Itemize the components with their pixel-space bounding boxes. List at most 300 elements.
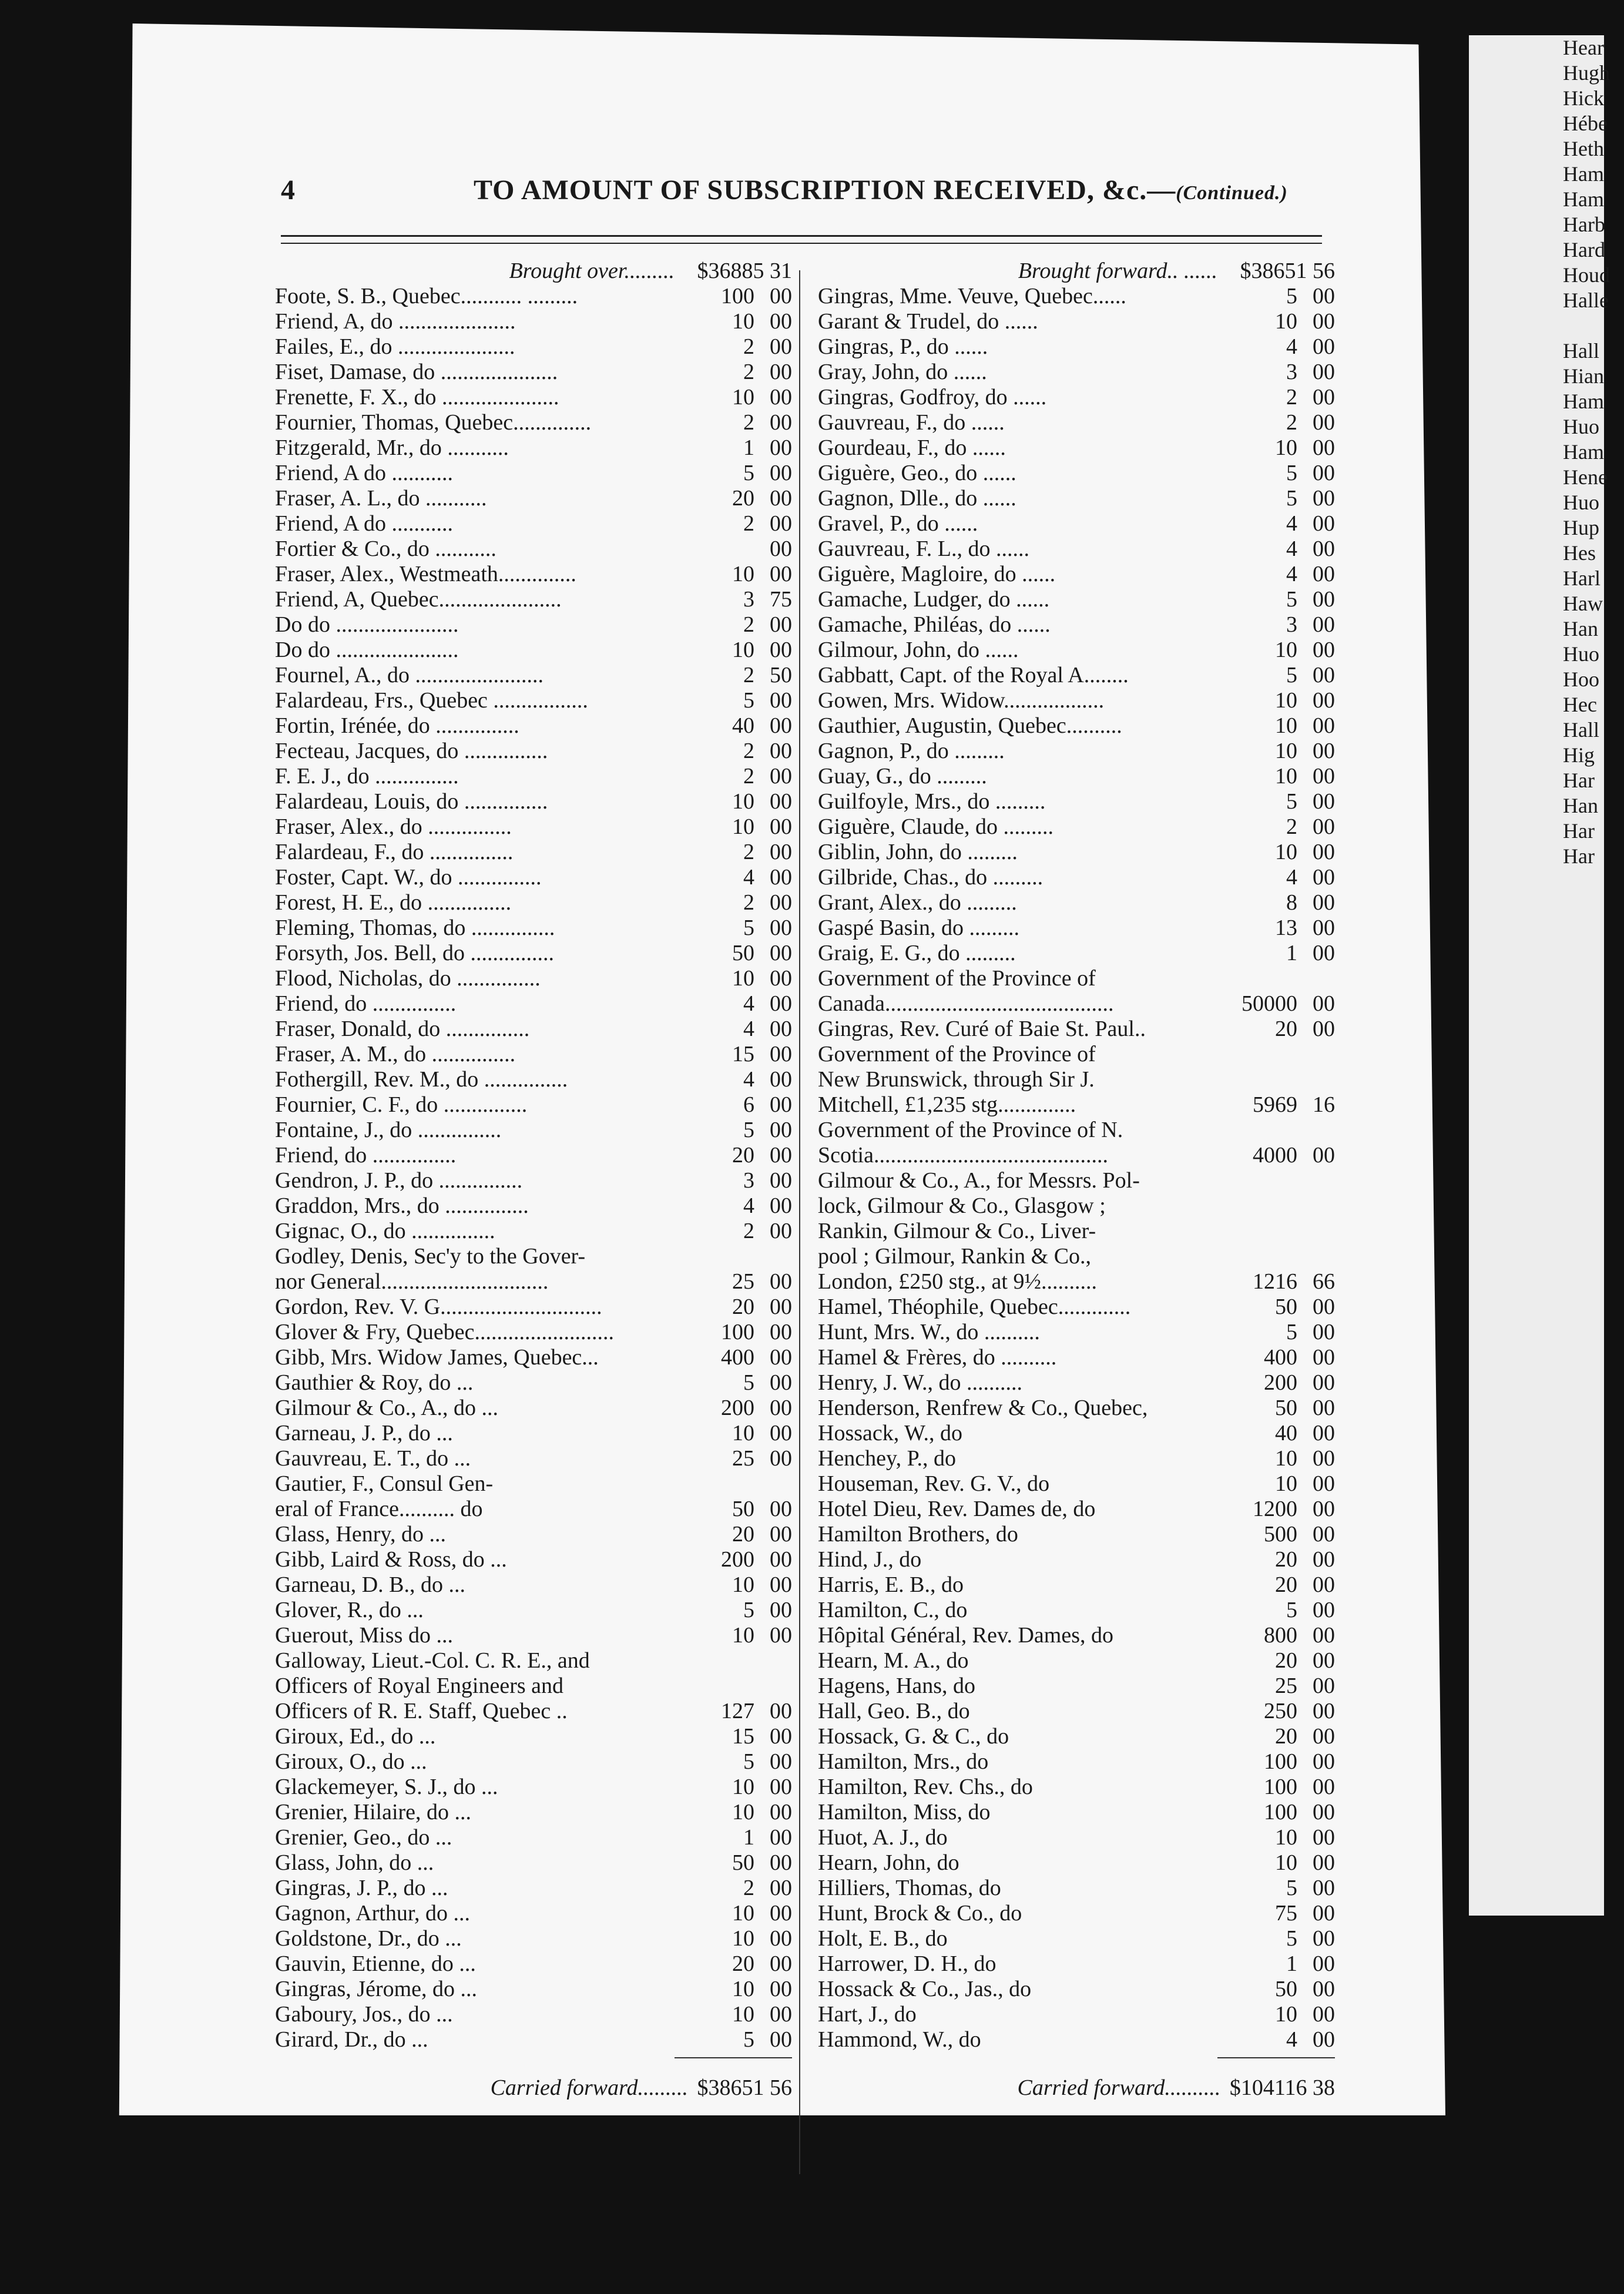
amount-dollars: 20 xyxy=(1275,1724,1297,1749)
adjacent-page-name: Ham xyxy=(1563,440,1604,464)
subscription-row xyxy=(275,1421,792,1446)
subscriber-name: Do do ...................... xyxy=(275,612,459,637)
amount-cents: 00 xyxy=(1313,713,1335,738)
subscriber-name: Hagens, Hans, do xyxy=(818,1673,976,1698)
amount-dollars: 3 xyxy=(743,587,754,612)
subscriber-name: Giguère, Magloire, do ...... xyxy=(818,562,1056,586)
subscription-list xyxy=(275,284,792,2052)
amount-cents: 00 xyxy=(1313,1825,1335,1850)
adjacent-page-name: Hian xyxy=(1563,364,1604,388)
subscriber-name: Harrower, D. H., do xyxy=(818,1951,996,1976)
amount-dollars: 100 xyxy=(1264,1775,1297,1799)
subscription-row xyxy=(275,612,792,638)
adjacent-page-name: Han xyxy=(1563,617,1598,640)
amount-cents: 00 xyxy=(770,1623,792,1648)
amount-cents: 00 xyxy=(1313,1320,1335,1344)
amount-dollars: 10 xyxy=(732,814,754,839)
subscription-row xyxy=(275,1471,792,1497)
adjacent-page-name: Hear xyxy=(1563,36,1604,59)
subscriber-name: pool ; Gilmour, Rankin & Co., xyxy=(818,1244,1092,1269)
subscription-row xyxy=(818,1294,1335,1320)
subscriber-name: Fraser, A. M., do ............... xyxy=(275,1042,516,1066)
subscriber-name: Gray, John, do ...... xyxy=(818,360,987,384)
amount-cents: 00 xyxy=(1313,663,1335,687)
amount-dollars: 2 xyxy=(743,410,754,435)
amount-cents xyxy=(1297,966,1335,991)
amount-cents: 00 xyxy=(1313,309,1335,334)
subscription-row xyxy=(818,1118,1335,1143)
subscriber-name: Gaboury, Jos., do ... xyxy=(275,2002,453,2027)
subscription-row xyxy=(818,865,1335,890)
amount-cents xyxy=(754,1244,792,1269)
subscriber-name: London, £250 stg., at 9½.......... xyxy=(818,1269,1097,1294)
amount-cents: 00 xyxy=(1313,1850,1335,1875)
amount-dollars: 4 xyxy=(743,1193,754,1218)
amount-dollars: 25 xyxy=(1275,1673,1297,1698)
amount-dollars: 5 xyxy=(743,2027,754,2052)
subscriber-name: Officers of Royal Engineers and xyxy=(275,1673,564,1698)
amount-cents: 00 xyxy=(770,814,792,839)
subscription-row xyxy=(275,1673,792,1699)
subscription-row xyxy=(275,1244,792,1269)
subscriber-name: Gilmour & Co., A., do ... xyxy=(275,1396,499,1420)
subscription-row xyxy=(275,966,792,991)
amount-cents: 00 xyxy=(770,1749,792,1774)
amount-cents: 00 xyxy=(770,1522,792,1547)
subscription-row xyxy=(275,663,792,688)
amount-dollars: 5 xyxy=(743,915,754,940)
amount-dollars: 5 xyxy=(743,688,754,713)
subscriber-name: Huot, A. J., do xyxy=(818,1825,948,1850)
amount-cents: 00 xyxy=(770,1193,792,1218)
amount-cents: 00 xyxy=(1313,1396,1335,1420)
adjacent-page-name: Hene xyxy=(1563,465,1608,489)
subscription-row xyxy=(818,1244,1335,1269)
subscriber-name: Gagnon, Arthur, do ... xyxy=(275,1901,470,1926)
amount-cents: 00 xyxy=(770,1269,792,1294)
subscription-row xyxy=(818,1800,1335,1825)
amount-cents: 00 xyxy=(1313,1345,1335,1370)
amount-cents: 00 xyxy=(770,2002,792,2027)
subscription-row xyxy=(818,1370,1335,1396)
adjacent-page-name: Ham xyxy=(1563,162,1604,186)
subscriber-name: Fiset, Damase, do ..................... xyxy=(275,360,558,384)
amount-cents: 00 xyxy=(770,1421,792,1446)
amount-dollars: 2 xyxy=(743,612,754,637)
subscriber-name: Gauvreau, F. L., do ...... xyxy=(818,536,1029,561)
subscriber-name: Gibb, Mrs. Widow James, Quebec... xyxy=(275,1345,599,1370)
subscriber-name: Hamilton Brothers, do xyxy=(818,1522,1018,1547)
amount-dollars: 5 xyxy=(743,1118,754,1142)
subscriber-name: Fournier, C. F., do ............... xyxy=(275,1092,528,1117)
subscription-row xyxy=(818,1017,1335,1042)
amount-dollars: 200 xyxy=(721,1547,754,1572)
subscription-row xyxy=(818,1775,1335,1800)
subscriber-name: Hunt, Brock & Co., do xyxy=(818,1901,1022,1926)
adjacent-page-name: Hoo xyxy=(1563,668,1599,691)
subscription-row xyxy=(275,562,792,587)
adjacent-page-name: Han xyxy=(1563,794,1598,817)
subscriber-name: Hunt, Mrs. W., do .......... xyxy=(818,1320,1040,1344)
subscriber-name: Gordon, Rev. V. G............................. xyxy=(275,1294,602,1319)
amount-cents xyxy=(754,1471,792,1497)
amount-cents: 00 xyxy=(1313,890,1335,915)
amount-cents xyxy=(1297,1118,1335,1143)
amount-cents: 00 xyxy=(1313,410,1335,435)
amount-cents: 00 xyxy=(770,1572,792,1597)
adjacent-page-name: Huo xyxy=(1563,415,1599,438)
amount-dollars: 1 xyxy=(1286,1951,1297,1976)
amount-dollars xyxy=(678,1471,754,1497)
amount-dollars: 50000 xyxy=(1242,991,1297,1016)
subscriber-name: Fecteau, Jacques, do ............... xyxy=(275,739,548,763)
subscriber-name: Glackemeyer, S. J., do ... xyxy=(275,1775,498,1799)
amount-cents: 00 xyxy=(770,1143,792,1168)
amount-dollars: 25 xyxy=(732,1269,754,1294)
subscription-row xyxy=(275,284,792,309)
amount-cents xyxy=(1297,1168,1335,1193)
subscriber-name: Guay, G., do ......... xyxy=(818,764,987,789)
subscription-row xyxy=(818,739,1335,764)
amount-dollars: 2 xyxy=(1286,385,1297,410)
subscription-row xyxy=(818,915,1335,941)
subscriber-name: Hamilton, Miss, do xyxy=(818,1800,991,1825)
amount-dollars xyxy=(678,1673,754,1699)
amount-cents: 00 xyxy=(1313,1977,1335,2001)
amount-cents: 50 xyxy=(770,663,792,687)
amount-cents: 00 xyxy=(1313,814,1335,839)
subscriber-name: Guilfoyle, Mrs., do ......... xyxy=(818,789,1046,814)
subscriber-name: Giblin, John, do ......... xyxy=(818,840,1018,864)
subscription-row xyxy=(275,1623,792,1648)
amount-dollars: 10 xyxy=(1275,1825,1297,1850)
subscriber-name: Gingras, Rev. Curé of Baie St. Paul.. xyxy=(818,1017,1146,1041)
subscription-row xyxy=(818,991,1335,1017)
amount-cents: 00 xyxy=(1313,1699,1335,1723)
subscriber-name: Hamilton, Rev. Chs., do xyxy=(818,1775,1033,1799)
amount-dollars: 100 xyxy=(721,1320,754,1344)
subscriber-name: Godley, Denis, Sec'y to the Gover- xyxy=(275,1244,586,1269)
subscriber-name: Fitzgerald, Mr., do ........... xyxy=(275,435,509,460)
amount-dollars: 2 xyxy=(743,334,754,359)
amount-cents: 75 xyxy=(770,587,792,612)
subscription-row xyxy=(818,688,1335,713)
amount-dollars: 10 xyxy=(1275,739,1297,763)
amount-cents: 00 xyxy=(1313,1547,1335,1572)
amount-cents: 00 xyxy=(770,966,792,991)
subscription-row xyxy=(818,1901,1335,1926)
subscriber-name: Hamilton, C., do xyxy=(818,1598,968,1622)
adjacent-page-name: Har xyxy=(1563,769,1595,792)
subscription-row xyxy=(275,890,792,915)
amount-cents: 00 xyxy=(1313,1294,1335,1319)
amount-cents: 00 xyxy=(770,1320,792,1344)
subscriber-name: Hamel & Frères, do .......... xyxy=(818,1345,1057,1370)
subscriber-name: New Brunswick, through Sir J. xyxy=(818,1067,1095,1092)
amount-cents: 00 xyxy=(1313,739,1335,763)
amount-cents: 00 xyxy=(1313,1724,1335,1749)
subscriber-name: Foster, Capt. W., do ............... xyxy=(275,865,542,890)
subscriber-name: Giguère, Claude, do ......... xyxy=(818,814,1054,839)
subscription-row xyxy=(275,1446,792,1471)
subscription-row xyxy=(275,688,792,713)
sum-rule xyxy=(1217,2057,1335,2058)
subscription-row xyxy=(818,789,1335,814)
subscriber-name: Gautier, F., Consul Gen- xyxy=(275,1471,494,1496)
subscriber-name: Gaspé Basin, do ......... xyxy=(818,915,1020,940)
subscriber-name: Rankin, Gilmour & Co., Liver- xyxy=(818,1219,1096,1243)
subscription-row xyxy=(275,1092,792,1118)
amount-dollars: 50 xyxy=(1275,1977,1297,2001)
amount-dollars: 10 xyxy=(732,1775,754,1799)
amount-dollars: 3 xyxy=(743,1168,754,1193)
subscription-row xyxy=(275,587,792,612)
amount-cents: 00 xyxy=(1313,1017,1335,1041)
amount-dollars: 400 xyxy=(1264,1345,1297,1370)
amount-dollars: 10 xyxy=(1275,840,1297,864)
amount-cents: 00 xyxy=(770,1219,792,1243)
subscriber-name: Gingras, Godfroy, do ...... xyxy=(818,385,1047,410)
amount-dollars: 50 xyxy=(732,1850,754,1875)
subscription-row xyxy=(275,1850,792,1876)
adjacent-page-name: Huo xyxy=(1563,491,1599,514)
amount-cents: 00 xyxy=(1313,461,1335,485)
amount-cents: 00 xyxy=(770,1850,792,1875)
amount-cents: 00 xyxy=(770,1775,792,1799)
adjacent-page-name xyxy=(1469,313,1604,338)
adjacent-page-name: Hec xyxy=(1563,693,1597,716)
amount-dollars: 10 xyxy=(732,1977,754,2001)
adjacent-page-name: Hard xyxy=(1563,238,1605,261)
amount-dollars: 3 xyxy=(1286,360,1297,384)
amount-dollars: 2 xyxy=(743,764,754,789)
amount-cents: 00 xyxy=(770,511,792,536)
amount-cents: 00 xyxy=(770,1017,792,1041)
amount-cents: 00 xyxy=(1313,1471,1335,1496)
subscription-row xyxy=(275,435,792,461)
amount-cents: 00 xyxy=(1313,865,1335,890)
subscriber-name: Hind, J., do xyxy=(818,1547,922,1572)
amount-cents: 00 xyxy=(770,612,792,637)
subscription-row xyxy=(818,1497,1335,1522)
amount-dollars: 100 xyxy=(1264,1749,1297,1774)
subscriber-name: Gibb, Laird & Ross, do ... xyxy=(275,1547,507,1572)
subscription-row xyxy=(275,1219,792,1244)
subscription-row xyxy=(275,1901,792,1926)
subscription-row xyxy=(818,536,1335,562)
subscription-row xyxy=(275,334,792,360)
subscriber-name: Hossack & Co., Jas., do xyxy=(818,1977,1032,2001)
subscription-row xyxy=(818,1977,1335,2002)
amount-dollars: 2 xyxy=(743,840,754,864)
amount-dollars: 5 xyxy=(1286,1926,1297,1951)
amount-dollars: 10 xyxy=(1275,1446,1297,1471)
subscription-row xyxy=(818,638,1335,663)
amount-dollars: 10 xyxy=(1275,713,1297,738)
amount-dollars: 8 xyxy=(1286,890,1297,915)
amount-cents: 00 xyxy=(770,1042,792,1066)
amount-dollars xyxy=(1221,1244,1297,1269)
amount-dollars: 15 xyxy=(732,1724,754,1749)
amount-cents: 00 xyxy=(770,739,792,763)
subscriber-name: Galloway, Lieut.-Col. C. R. E., and xyxy=(275,1648,590,1673)
left-column xyxy=(275,259,792,2102)
subscriber-name: Falardeau, Louis, do ............... xyxy=(275,789,548,814)
subscriber-name: Henderson, Renfrew & Co., Quebec, xyxy=(818,1396,1148,1420)
subscriber-name: Officers of R. E. Staff, Quebec .. xyxy=(275,1699,568,1723)
subscription-row xyxy=(275,713,792,739)
subscription-row xyxy=(275,1724,792,1749)
subscription-row xyxy=(275,1977,792,2002)
amount-dollars: 800 xyxy=(1264,1623,1297,1648)
subscriber-name: Grenier, Hilaire, do ... xyxy=(275,1800,472,1825)
amount-dollars: 20 xyxy=(732,1951,754,1976)
amount-cents: 00 xyxy=(1313,1876,1335,1900)
subscriber-name: Gauvreau, F., do ...... xyxy=(818,410,1005,435)
subscription-row xyxy=(818,2027,1335,2052)
subscription-row xyxy=(818,814,1335,840)
subscription-row xyxy=(818,360,1335,385)
subscription-row xyxy=(818,1749,1335,1775)
subscription-row xyxy=(275,1345,792,1370)
page-number: 4 xyxy=(281,175,295,206)
adjacent-page-name: Ham xyxy=(1563,390,1604,413)
amount-dollars: 2 xyxy=(743,511,754,536)
amount-cents: 00 xyxy=(1313,385,1335,410)
amount-cents: 00 xyxy=(770,486,792,511)
subscription-row xyxy=(818,1850,1335,1876)
amount-dollars: 100 xyxy=(721,284,754,308)
amount-cents: 00 xyxy=(1313,536,1335,561)
subscriber-name: Government of the Province of xyxy=(818,1042,1096,1066)
subscription-row xyxy=(275,1951,792,1977)
amount-dollars: 2 xyxy=(743,1876,754,1900)
subscription-row xyxy=(818,2002,1335,2027)
subscription-row xyxy=(818,1876,1335,1901)
amount-cents: 00 xyxy=(1313,284,1335,308)
amount-cents: 00 xyxy=(1313,840,1335,864)
subscription-row xyxy=(275,461,792,486)
subscription-row xyxy=(818,713,1335,739)
subscription-list xyxy=(818,284,1335,2052)
subscriber-name: Fortin, Irénée, do ............... xyxy=(275,713,519,738)
subscription-row xyxy=(275,1370,792,1396)
amount-dollars: 10 xyxy=(732,385,754,410)
amount-dollars: 5 xyxy=(1286,663,1297,687)
subscription-row xyxy=(275,1572,792,1598)
amount-cents: 00 xyxy=(1313,1370,1335,1395)
subscriber-name: Hall, Geo. B., do xyxy=(818,1699,970,1723)
amount-cents: 00 xyxy=(770,1168,792,1193)
title-rule xyxy=(281,235,1322,244)
subscription-row xyxy=(818,1143,1335,1168)
amount-dollars: 15 xyxy=(732,1042,754,1066)
subscriber-name: Hilliers, Thomas, do xyxy=(818,1876,1001,1900)
subscription-row xyxy=(275,1522,792,1547)
amount-cents: 00 xyxy=(770,1977,792,2001)
amount-dollars: 5 xyxy=(1286,1598,1297,1622)
amount-dollars: 10 xyxy=(732,1421,754,1446)
amount-cents: 00 xyxy=(1313,2027,1335,2052)
amount-dollars: 2 xyxy=(743,663,754,687)
amount-dollars: 10 xyxy=(732,1623,754,1648)
subscriber-name: Fournel, A., do ....................... xyxy=(275,663,544,687)
amount-dollars: 10 xyxy=(732,2002,754,2027)
subscription-row xyxy=(275,1168,792,1193)
amount-cents: 00 xyxy=(1313,688,1335,713)
subscriber-name: Gagnon, P., do ......... xyxy=(818,739,1005,763)
adjacent-page-name: Hig xyxy=(1563,743,1595,767)
subscriber-name: Girard, Dr., do ... xyxy=(275,2027,428,2052)
amount-cents: 00 xyxy=(770,1926,792,1951)
subscriber-name: Henry, J. W., do .......... xyxy=(818,1370,1022,1395)
subscription-row xyxy=(818,1219,1335,1244)
amount-cents: 00 xyxy=(1313,1623,1335,1648)
subscriber-name: Falardeau, Frs., Quebec ................. xyxy=(275,688,588,713)
subscriber-name: Gamache, Philéas, do ...... xyxy=(818,612,1051,637)
amount-cents: 00 xyxy=(1313,360,1335,384)
amount-dollars: 10 xyxy=(1275,1471,1297,1496)
amount-dollars: 10 xyxy=(1275,638,1297,662)
amount-dollars: 4 xyxy=(743,1017,754,1041)
amount-dollars: 4 xyxy=(743,865,754,890)
adjacent-page-names xyxy=(1469,35,1610,869)
amount-cents: 00 xyxy=(770,435,792,460)
subscription-row xyxy=(818,410,1335,435)
amount-cents: 00 xyxy=(770,764,792,789)
carried-forward-line xyxy=(818,2074,1335,2102)
subscription-row xyxy=(818,1193,1335,1219)
subscription-row xyxy=(275,814,792,840)
amount-cents: 00 xyxy=(1313,1951,1335,1976)
amount-dollars: 25 xyxy=(732,1446,754,1471)
amount-dollars: 10 xyxy=(732,1901,754,1926)
subscriber-name: Hôpital Général, Rev. Dames, do xyxy=(818,1623,1113,1648)
amount-cents: 00 xyxy=(770,2027,792,2052)
amount-cents xyxy=(1297,1219,1335,1244)
subscription-row xyxy=(275,2002,792,2027)
amount-dollars: 10 xyxy=(732,966,754,991)
amount-cents: 00 xyxy=(1313,915,1335,940)
subscription-row xyxy=(275,1067,792,1092)
subscription-row xyxy=(818,1648,1335,1673)
subscriber-name: Giroux, Ed., do ... xyxy=(275,1724,436,1749)
amount-cents: 00 xyxy=(1313,764,1335,789)
subscriber-name: Frenette, F. X., do ..................... xyxy=(275,385,559,410)
amount-cents: 00 xyxy=(770,1092,792,1117)
subscription-row xyxy=(275,739,792,764)
amount-cents: 00 xyxy=(1313,511,1335,536)
amount-cents: 00 xyxy=(770,1547,792,1572)
subscriber-name: Gauvin, Etienne, do ... xyxy=(275,1951,476,1976)
subscriber-name: Friend, do ............... xyxy=(275,1143,457,1168)
subscription-row xyxy=(818,385,1335,410)
subscriber-name: lock, Gilmour & Co., Glasgow ; xyxy=(818,1193,1106,1218)
subscription-row xyxy=(818,612,1335,638)
amount-cents xyxy=(754,1648,792,1673)
amount-cents: 00 xyxy=(770,865,792,890)
subscriber-name: Garneau, D. B., do ... xyxy=(275,1572,465,1597)
subscription-row xyxy=(275,1042,792,1067)
subscription-row xyxy=(275,1118,792,1143)
subscription-row xyxy=(275,991,792,1017)
amount-cents xyxy=(1297,1193,1335,1219)
amount-cents: 00 xyxy=(770,1446,792,1471)
amount-dollars: 10 xyxy=(732,562,754,586)
amount-dollars: 10 xyxy=(1275,1850,1297,1875)
subscriber-name: Hotel Dieu, Rev. Dames de, do xyxy=(818,1497,1096,1521)
amount-dollars: 20 xyxy=(1275,1547,1297,1572)
